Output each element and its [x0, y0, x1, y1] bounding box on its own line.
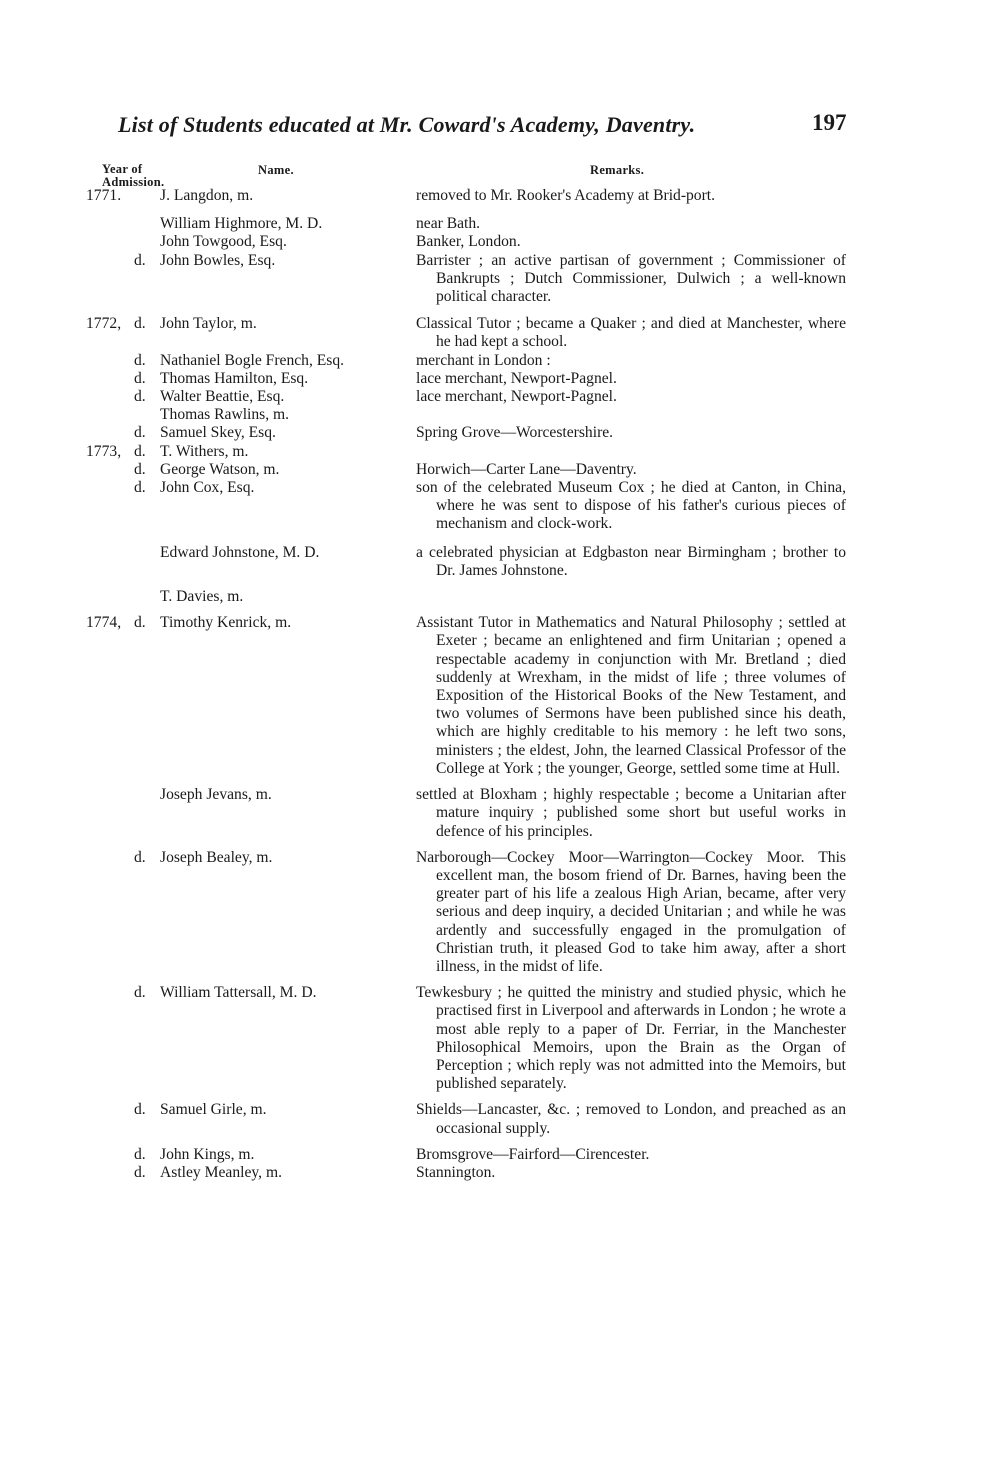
student-name: John Bowles, Esq.	[160, 251, 276, 269]
deceased-mark: d.	[134, 424, 146, 442]
column-header-year	[102, 163, 164, 189]
deceased-mark: d.	[134, 848, 146, 866]
student-entry	[86, 849, 846, 976]
student-name: William Highmore, M. D.	[160, 215, 323, 233]
entry-year: 1771.	[86, 187, 122, 204]
column-header-year-line1: Year of	[102, 162, 143, 176]
student-name: T. Davies, m.	[160, 588, 244, 606]
student-entry	[86, 786, 846, 841]
student-name: John Towgood, Esq.	[160, 233, 287, 251]
student-entry	[86, 544, 846, 580]
student-entry	[86, 370, 846, 388]
deceased-mark: d.	[134, 388, 146, 406]
page-number: 197	[812, 110, 847, 135]
running-title: List of Students educated at Mr. Coward's Academy, Daventry.	[118, 112, 696, 137]
deceased-mark: d.	[134, 315, 146, 333]
student-entry	[86, 406, 846, 424]
deceased-mark: d.	[134, 1163, 146, 1181]
student-remarks: Stannington.	[416, 1163, 496, 1181]
student-remarks: Banker, London.	[416, 233, 521, 251]
student-entry	[86, 252, 846, 307]
student-name: Timothy Kenrick, m.	[160, 614, 292, 632]
student-remarks: Classical Tutor ; became a Quaker ; and died at Manchester, where he had kept a school.	[416, 315, 846, 351]
deceased-mark: d.	[134, 460, 146, 478]
deceased-mark: d.	[134, 1145, 146, 1163]
student-name: John Kings, m.	[160, 1145, 255, 1163]
deceased-mark: d.	[134, 479, 146, 497]
student-remarks: Shields—Lancaster, &c. ; removed to London, and preached as an occasional supply.	[416, 1101, 846, 1137]
student-name: George Watson, m.	[160, 460, 280, 478]
deceased-mark: d.	[134, 351, 146, 369]
column-header-year-line2: Admission.	[102, 175, 165, 189]
student-name: Joseph Jevans, m.	[160, 786, 272, 804]
student-entry	[86, 388, 846, 406]
student-remarks: son of the celebrated Museum Cox ; he died at Canton, in China, where he was sent to dispose of his father's curious pieces of mechanism and clock-work.	[416, 479, 846, 533]
student-name: Samuel Skey, Esq.	[160, 424, 276, 442]
student-remarks: lace merchant, Newport-Pagnel.	[416, 369, 617, 387]
student-remarks: Spring Grove—Worcestershire.	[416, 424, 614, 442]
student-entry	[86, 479, 846, 534]
deceased-mark: d.	[134, 369, 146, 387]
student-entry	[86, 233, 846, 251]
student-remarks: merchant in London :	[416, 351, 551, 369]
entry-year: 1773,	[86, 442, 122, 460]
deceased-mark: d.	[134, 251, 146, 269]
student-remarks: Horwich—Carter Lane—Daventry.	[416, 460, 637, 478]
student-name: John Taylor, m.	[160, 315, 257, 333]
student-remarks: a celebrated physician at Edgbaston near Birmingham ; brother to Dr. James Johnstone.	[416, 543, 846, 579]
student-entry	[86, 215, 846, 233]
student-name: John Cox, Esq.	[160, 479, 255, 497]
deceased-mark: d.	[134, 984, 146, 1002]
student-entry	[86, 352, 846, 370]
student-entry	[86, 614, 846, 778]
student-name: Nathaniel Bogle French, Esq.	[160, 351, 345, 369]
student-entry	[86, 461, 846, 479]
student-remarks: Assistant Tutor in Mathematics and Natural Philosophy ; settled at Exeter ; became an enlightened and firm Unitarian ; opened a respectable academy in conjunction with Mr. Bretland ; died suddenly at Wrexham, in the midst of life ; three volumes of Exposition of the Historical Books of the New Testament, and two volumes of Sermons have been published since his death, which are highly creditable to his memory : he left two sons, ministers ; the eldest, John, the learned Classical Professor of the College at York ; the younger, George, settled some time at Hull.	[416, 614, 846, 777]
column-header-name: Name.	[258, 163, 294, 177]
student-remarks: settled at Bloxham ; highly respectable ; become a Unitarian after mature inquiry ; published some short but useful works in defence of his principles.	[416, 786, 846, 840]
student-entry	[86, 443, 846, 461]
student-remarks: lace merchant, Newport-Pagnel.	[416, 388, 617, 406]
student-list	[86, 187, 846, 1182]
student-name: Edward Johnstone, M. D.	[160, 543, 320, 561]
deceased-mark: d.	[134, 614, 146, 632]
deceased-mark: d.	[134, 1101, 146, 1119]
student-remarks: Narborough—Cockey Moor—Warrington—Cockey Moor. This excellent man, the bosom friend of Dr. Barnes, having been the greater part of his life a zealous High Arian, became, after very serious and deep inquiry, a decided Unitarian ; and while he was ardently and successfully engaged in the promulgation of Christian truth, it pleased God to take him away, after a short illness, in the midst of life.	[416, 848, 846, 975]
student-remarks: removed to Mr. Rooker's Academy at Brid-port.	[416, 187, 716, 204]
student-name: William Tattersall, M. D.	[160, 984, 317, 1002]
student-name: T. Withers, m.	[160, 442, 249, 460]
column-header-remarks: Remarks.	[590, 163, 645, 177]
student-entry	[86, 1146, 846, 1164]
entry-year: 1774,	[86, 614, 122, 632]
student-entry	[86, 187, 846, 205]
student-name: Astley Meanley, m.	[160, 1163, 282, 1181]
student-name: J. Langdon, m.	[160, 187, 254, 204]
student-remarks: Barrister ; an active partisan of government ; Commissioner of Bankrupts ; Dutch Commissioner, Dulwich ; a well-known political character.	[416, 251, 846, 306]
student-name: Thomas Rawlins, m.	[160, 406, 290, 424]
student-entry	[86, 588, 846, 606]
student-name: Samuel Girle, m.	[160, 1101, 267, 1119]
student-name: Thomas Hamilton, Esq.	[160, 369, 309, 387]
student-entry	[86, 424, 846, 442]
student-name: Joseph Bealey, m.	[160, 848, 273, 866]
student-name: Walter Beattie, Esq.	[160, 388, 285, 406]
student-entry	[86, 984, 846, 1093]
student-remarks: near Bath.	[416, 215, 481, 233]
student-entry	[86, 1164, 846, 1182]
student-entry	[86, 315, 846, 351]
deceased-mark: d.	[134, 442, 146, 460]
entry-year: 1772,	[86, 315, 122, 333]
student-remarks: Bromsgrove—Fairford—Cirencester.	[416, 1145, 650, 1163]
student-remarks: Tewkesbury ; he quitted the ministry and studied physic, which he practised first in Liverpool and afterwards in London ; he wrote a most able reply to a paper of Dr. Ferriar, in the Manchester Philosophical Memoirs, upon the Brain as the Organ of Perception ; which reply was not admitted into the Memoirs, but published separately.	[416, 984, 846, 1093]
student-entry	[86, 1101, 846, 1137]
